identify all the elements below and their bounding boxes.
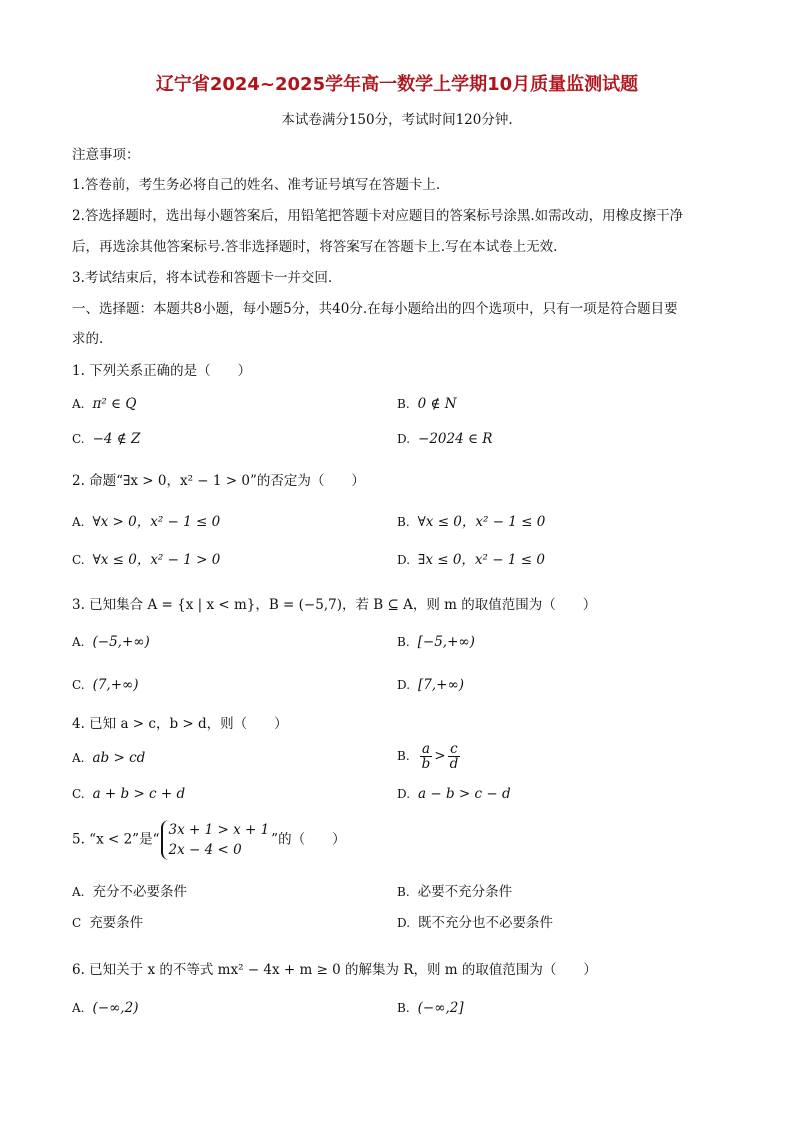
- option-letter: B.: [397, 397, 410, 411]
- fraction-denominator: d: [449, 756, 459, 772]
- option-text: [−5,+∞): [417, 634, 475, 650]
- question-3-stem: 3. 已知集合 A = {x | x < m}，B = (−5,7)，若 B ⊆ A，则 m 的取值范围为（ ）: [72, 597, 597, 613]
- option-letter: B.: [397, 1001, 410, 1015]
- q2-option-c: [72, 548, 220, 568]
- option-text: −2024 ∈ R: [418, 431, 493, 447]
- fraction-denominator: b: [421, 756, 431, 772]
- option-text: (−∞,2]: [417, 1000, 464, 1016]
- option-letter: B.: [397, 515, 410, 529]
- option-text: 0 ∉ N: [417, 396, 457, 412]
- option-letter: B.: [397, 635, 410, 649]
- option-text: [7,+∞): [418, 677, 464, 693]
- option-text: ab > cd: [92, 750, 146, 766]
- option-text: 充分不必要条件: [92, 884, 187, 900]
- section-heading: 一、选择题：本题共8小题，每小题5分，共40分.在每小题给出的四个选项中，只有一项是符合题目要: [72, 301, 678, 317]
- option-letter: B.: [397, 885, 410, 899]
- q1-option-b: [397, 396, 457, 412]
- option-letter: C.: [72, 432, 85, 446]
- q6-option-a: [72, 1000, 138, 1016]
- option-letter: D.: [397, 787, 411, 801]
- option-text: a + b > c + d: [92, 786, 186, 802]
- q2-option-b: [397, 510, 545, 530]
- question-1-stem: 1. 下列关系正确的是（ ）: [72, 363, 252, 379]
- option-letter: A.: [72, 1001, 85, 1015]
- option-letter: D.: [397, 553, 411, 567]
- q5-option-a: [72, 880, 187, 900]
- option-letter: D.: [397, 916, 411, 930]
- option-text: 充要条件: [89, 915, 144, 931]
- exam-subtitle: 本试卷满分150分，考试时间120分钟.: [281, 112, 513, 128]
- inequality-system: [161, 820, 269, 860]
- q6-option-b: [397, 1000, 464, 1016]
- question-2-stem: 2. 命题“∃x > 0，x² − 1 > 0”的否定为（ ）: [72, 473, 365, 489]
- q1-option-d: [397, 431, 492, 447]
- option-letter: D.: [397, 678, 411, 692]
- note-item-3: 3.考试结束后，将本试卷和答题卡一并交回.: [72, 270, 333, 286]
- system-line-1: 3x + 1 > x + 1: [168, 822, 270, 838]
- q4-option-c: [72, 786, 185, 802]
- q4-option-a: [72, 750, 145, 766]
- stem-suffix: ”的（ ）: [271, 831, 346, 848]
- option-text: (−∞,2): [92, 1000, 139, 1016]
- option-letter: A.: [72, 751, 85, 765]
- stem-prefix: 5. “x < 2”是“: [72, 831, 160, 848]
- option-text: ∀x ≤ 0，x² − 1 ≤ 0: [417, 514, 546, 530]
- note-item-2-cont: 后，再选涂其他答案标号.答非选择题时，将答案写在答题卡上.写在本试卷上无效.: [72, 239, 558, 255]
- option-text: ∃x ≤ 0，x² − 1 ≤ 0: [418, 552, 545, 568]
- fraction-numerator: c: [448, 742, 461, 757]
- option-letter: C.: [72, 787, 85, 801]
- question-5-stem: [72, 820, 346, 860]
- q3-option-b: [397, 634, 475, 650]
- q3-option-c: [72, 677, 139, 693]
- q5-option-c: [72, 911, 143, 931]
- q4-option-d: [397, 786, 511, 802]
- option-letter: B.: [397, 749, 410, 763]
- option-text: (7,+∞): [92, 677, 139, 693]
- option-letter: C.: [72, 678, 85, 692]
- option-letter: D.: [397, 432, 411, 446]
- note-item-2: 2.答选择题时，选出每小题答案后，用铅笔把答题卡对应题目的答案标号涂黑.如需改动，用橡皮擦干净: [72, 208, 684, 224]
- system-line-2: 2x − 4 < 0: [168, 842, 242, 858]
- option-letter: A.: [72, 885, 85, 899]
- option-letter: A.: [72, 397, 85, 411]
- question-6-stem: 6. 已知关于 x 的不等式 mx² − 4x + m ≥ 0 的解集为 R，则 m 的取值范围为（ ）: [72, 962, 597, 978]
- option-text: π² ∈ Q: [92, 396, 137, 412]
- notes-heading: 注意事项：: [72, 147, 140, 163]
- q4-option-b: [397, 742, 462, 771]
- comparison-sign: >: [434, 748, 446, 764]
- section-heading-cont: 求的.: [72, 331, 104, 347]
- q5-option-d: [397, 911, 553, 931]
- option-text: a − b > c − d: [418, 786, 511, 802]
- option-text: ∀x > 0，x² − 1 ≤ 0: [92, 514, 221, 530]
- q3-option-d: [397, 677, 464, 693]
- option-letter: C.: [72, 553, 85, 567]
- q5-option-b: [397, 880, 512, 900]
- option-letter: A.: [72, 635, 85, 649]
- q2-option-d: [397, 548, 545, 568]
- fraction-numerator: a: [420, 742, 433, 757]
- q3-option-a: [72, 634, 150, 650]
- question-4-stem: 4. 已知 a > c，b > d，则（ ）: [72, 716, 288, 732]
- q2-option-a: [72, 510, 220, 530]
- option-text: 既不充分也不必要条件: [418, 915, 554, 931]
- option-text: (−5,+∞): [92, 634, 150, 650]
- option-text: −4 ∉ Z: [92, 431, 141, 447]
- q1-option-a: [72, 396, 136, 412]
- option-letter: C: [72, 916, 82, 930]
- fraction-a-over-b: [420, 742, 433, 771]
- q1-option-c: [72, 431, 140, 447]
- option-letter: A.: [72, 515, 85, 529]
- fraction-c-over-d: [448, 742, 461, 771]
- exam-title: 辽宁省2024~2025学年高一数学上学期10月质量监测试题: [155, 74, 639, 95]
- note-item-1: 1.答卷前，考生务必将自己的姓名、准考证号填写在答题卡上.: [72, 177, 441, 193]
- option-text: ∀x ≤ 0，x² − 1 > 0: [92, 552, 221, 568]
- option-text: 必要不充分条件: [417, 884, 513, 900]
